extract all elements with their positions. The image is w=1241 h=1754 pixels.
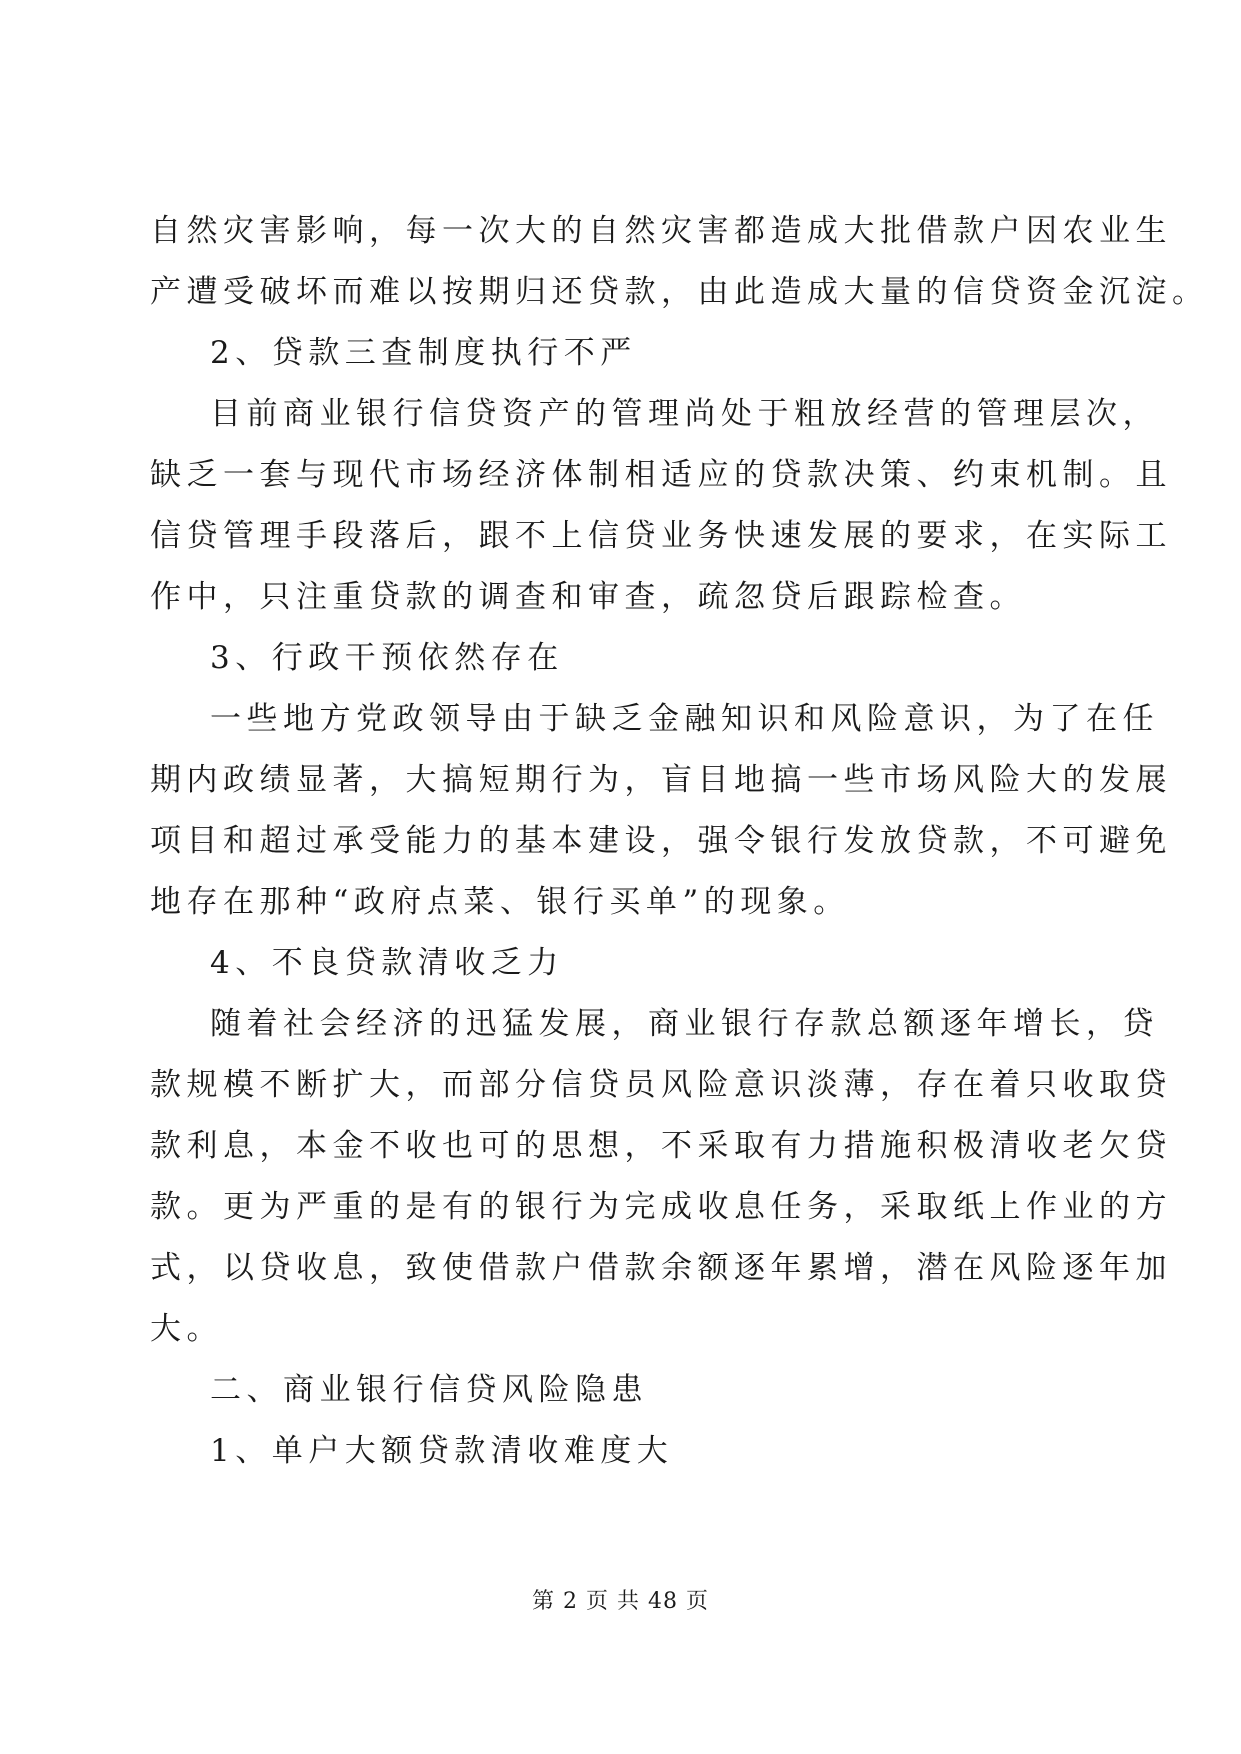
section-heading: 3、行政干预依然存在 [210,640,564,676]
text-line: 随着社会经济的迅猛发展，商业银行存款总额逐年增长，贷 [210,1006,1159,1042]
section-heading: 2、贷款三查制度执行不严 [210,335,637,371]
text-line: 自然灾害影响，每一次大的自然灾害都造成大批借款户因农业生 [150,213,1172,249]
text-line: 地存在那种“政府点菜、银行买单”的现象。 [150,884,850,920]
section-heading: 二、商业银行信贷风险隐患 [210,1372,648,1408]
text-line: 期内政绩显著，大搞短期行为，盲目地搞一些市场风险大的发展 [150,762,1172,798]
text-line: 大。 [150,1311,223,1347]
text-line: 款。更为严重的是有的银行为完成收息任务，采取纸上作业的方 [150,1189,1172,1225]
text-line: 一些地方党政领导由于缺乏金融知识和风险意识，为了在任 [210,701,1159,737]
text-line: 式，以贷收息，致使借款户借款余额逐年累增，潜在风险逐年加 [150,1250,1172,1286]
section-heading: 4、不良贷款清收乏力 [210,945,564,981]
text-line: 款利息，本金不收也可的思想，不采取有力措施积极清收老欠贷 [150,1128,1172,1164]
page-number-footer: 第 2 页 共 48 页 [532,1589,709,1614]
text-line: 项目和超过承受能力的基本建设，强令银行发放贷款，不可避免 [150,823,1172,859]
section-heading: 1、单户大额贷款清收难度大 [210,1433,674,1469]
text-line: 款规模不断扩大，而部分信贷员风险意识淡薄，存在着只收取贷 [150,1067,1172,1103]
text-line: 产遭受破坏而难以按期归还贷款，由此造成大量的信贷资金沉淀。 [150,274,1209,310]
text-line: 目前商业银行信贷资产的管理尚处于粗放经营的管理层次， [210,396,1159,432]
text-line: 信贷管理手段落后，跟不上信贷业务快速发展的要求，在实际工 [150,518,1172,554]
text-line: 缺乏一套与现代市场经济体制相适应的贷款决策、约束机制。且 [150,457,1172,493]
text-line: 作中，只注重贷款的调查和审查，疏忽贷后跟踪检查。 [150,579,1026,615]
